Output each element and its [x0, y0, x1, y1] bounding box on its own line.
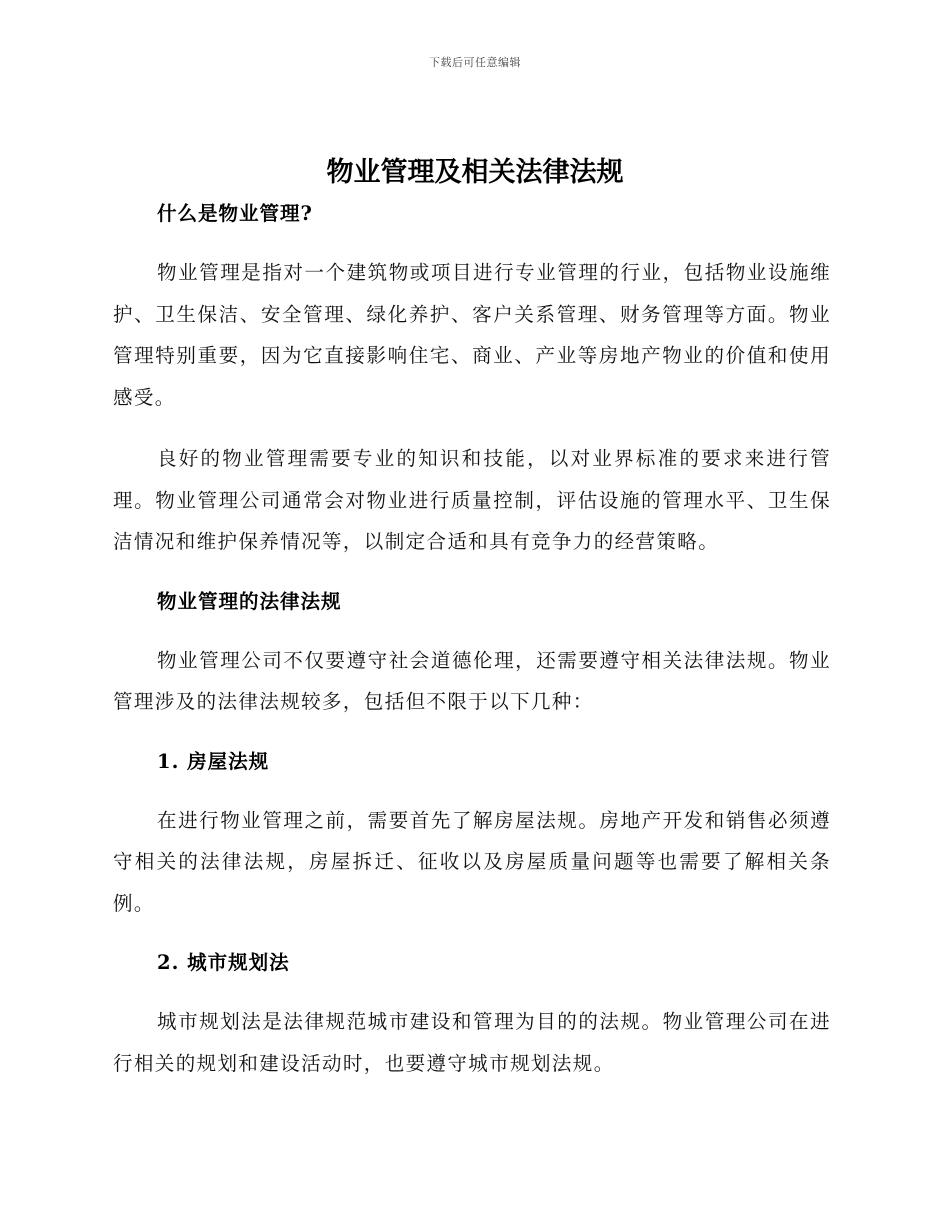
document-title: 物业管理及相关法律法规 [326, 157, 624, 188]
section-heading-laws: 物业管理的法律法规 [157, 589, 342, 613]
paragraph-definition: 物业管理是指对一个建筑物或项目进行专业管理的行业，包括物业设施维护、卫生保洁、安全管理、绿化养护、客户关系管理、财务管理等方面。物业管理特别重要，因为它直接影响住宅、商业、产业等房地产物业的价值和使用感受。 [113, 261, 831, 409]
header-note: 下载后可任意编辑 [429, 56, 521, 69]
paragraph-housing-law: 在进行物业管理之前，需要首先了解房屋法规。房地产开发和销售必须遵守相关的法律法规，房屋拆迁、征收以及房屋质量问题等也需要了解相关条例。 [113, 808, 831, 915]
section-heading-what-is: 什么是物业管理? [157, 202, 313, 225]
document-body [113, 193, 831, 1084]
paragraph-good-management: 良好的物业管理需要专业的知识和技能，以对业界标准的要求来进行管理。物业管理公司通常会对物业进行质量控制，评估设施的管理水平、卫生保洁情况和维护保养情况等，以制定合适和具有竞争力的经营策略。 [113, 447, 831, 553]
paragraph-urban-planning: 城市规划法是法律规范城市建设和管理为目的的法规。物业管理公司在进行相关的规划和建设活动时，也要遵守城市规划法规。 [113, 1010, 831, 1075]
paragraph-laws-intro: 物业管理公司不仅要遵守社会道德伦理，还需要遵守相关法律法规。物业管理涉及的法律法规较多，包括但不限于以下几种： [113, 648, 831, 713]
section-heading-urban-planning: 2. 城市规划法 [157, 951, 290, 974]
section-heading-housing-law: 1. 房屋法规 [157, 749, 270, 773]
